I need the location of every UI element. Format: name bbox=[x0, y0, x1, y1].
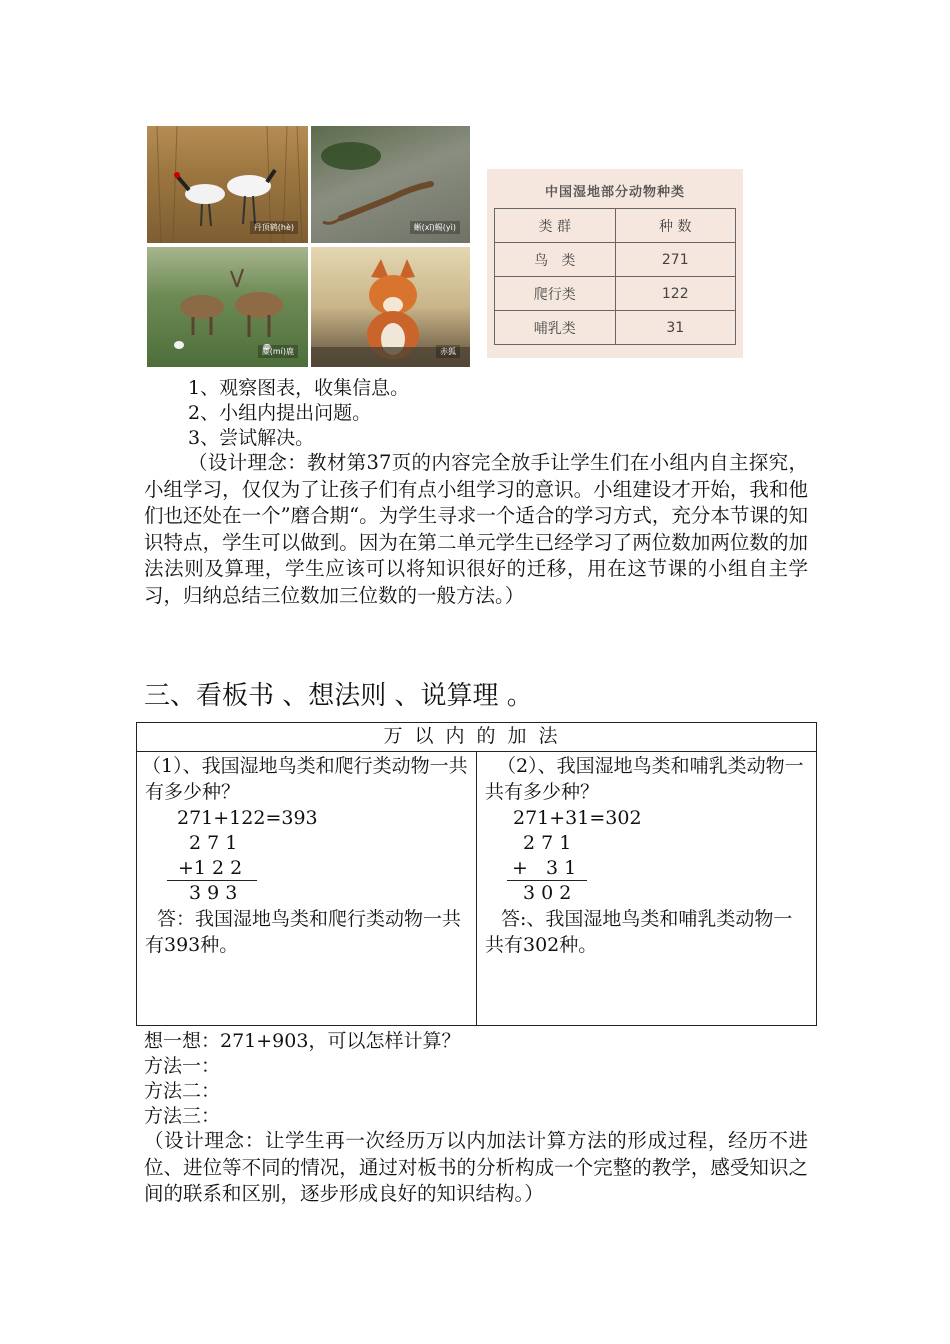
animal-species-card bbox=[487, 169, 743, 358]
board-table bbox=[136, 722, 817, 1026]
method-3: 方法三： bbox=[144, 1105, 221, 1127]
board-title: 万以内的加法 bbox=[137, 723, 816, 752]
think-prompt: 想一想：271+903，可以怎样计算？ bbox=[144, 1030, 461, 1052]
method-1: 方法一： bbox=[144, 1055, 221, 1077]
lizard-photo bbox=[311, 126, 470, 243]
crane-photo bbox=[147, 126, 308, 243]
table-header-row bbox=[495, 209, 736, 243]
left-addend-1: 2 7 1 bbox=[189, 832, 238, 854]
elk-caption: 麋(mí)鹿 bbox=[258, 345, 298, 358]
step-2: 2、小组内提出问题。 bbox=[188, 402, 372, 424]
left-question: （1）、我国湿地鸟类和爬行类动物一共有多少种？ bbox=[142, 755, 468, 803]
left-addend-2: +1 2 2 bbox=[178, 857, 243, 879]
count-cell: 271 bbox=[615, 243, 736, 277]
board-left-cell bbox=[137, 752, 477, 1025]
right-addend-2: + 3 1 bbox=[512, 857, 577, 879]
board-right-cell bbox=[477, 752, 816, 1025]
right-equation: 271+31=302 bbox=[513, 807, 642, 829]
right-addend-1: 2 7 1 bbox=[523, 832, 572, 854]
design-note-1: （设计理念：教材第37页的内容完全放手让学生们在小组内自主探究，小组学习，仅仅为了让孩子们有点小组学习的意识。小组建设才开始，我和他们也还处在一个”磨合期“。为学生寻求一个适合的学习方式，充分本节课的知识特点，学生可以做到。因为在第二单元学生已经学习了两位数加两位数的加法法则及算理，学生应该可以将知识很好的迁移，用在这节课的小组自主学习，归纳总结三位数加三位数的一般方法。） bbox=[144, 451, 808, 607]
header-category: 类 群 bbox=[495, 209, 616, 243]
method-2: 方法二： bbox=[144, 1080, 221, 1102]
header-count: 种 数 bbox=[615, 209, 736, 243]
count-cell: 122 bbox=[615, 277, 736, 311]
left-sum: 3 9 3 bbox=[189, 882, 238, 904]
animal-species-table bbox=[494, 208, 736, 345]
elk-photo bbox=[147, 247, 308, 367]
section-heading: 三、看板书 、想法则 、说算理 。 bbox=[144, 681, 533, 711]
fox-caption: 赤狐 bbox=[436, 345, 460, 358]
crane-caption: 丹顶鹤(hè) bbox=[250, 221, 298, 234]
right-sum: 3 0 2 bbox=[523, 882, 572, 904]
left-answer: 答：我国湿地鸟类和爬行类动物一共有393种。 bbox=[145, 908, 462, 956]
category-cell: 鸟 类 bbox=[495, 243, 616, 277]
category-cell: 爬行类 bbox=[495, 277, 616, 311]
fox-photo bbox=[311, 247, 470, 367]
step-3: 3、尝试解决。 bbox=[188, 427, 315, 449]
step-1: 1、观察图表，收集信息。 bbox=[188, 377, 410, 399]
left-equation: 271+122=393 bbox=[177, 807, 318, 829]
table-row bbox=[495, 243, 736, 277]
right-question: （2）、我国湿地鸟类和哺乳类动物一共有多少种？ bbox=[485, 755, 804, 803]
design-note-2: （设计理念：让学生再一次经历万以内加法计算方法的形成过程，经历不进位、进位等不同的情况，通过对板书的分析构成一个完整的教学，感受知识之间的联系和区别，逐步形成良好的知识结构。） bbox=[144, 1129, 808, 1205]
right-answer: 答:、我国湿地鸟类和哺乳类动物一共有302种。 bbox=[485, 908, 793, 956]
table-row bbox=[495, 277, 736, 311]
count-cell: 31 bbox=[615, 311, 736, 345]
category-cell: 哺乳类 bbox=[495, 311, 616, 345]
lizard-caption: 蜥(xī)蜴(yì) bbox=[410, 221, 460, 234]
table-row bbox=[495, 311, 736, 345]
animal-table-title: 中国湿地部分动物种类 bbox=[544, 185, 685, 200]
